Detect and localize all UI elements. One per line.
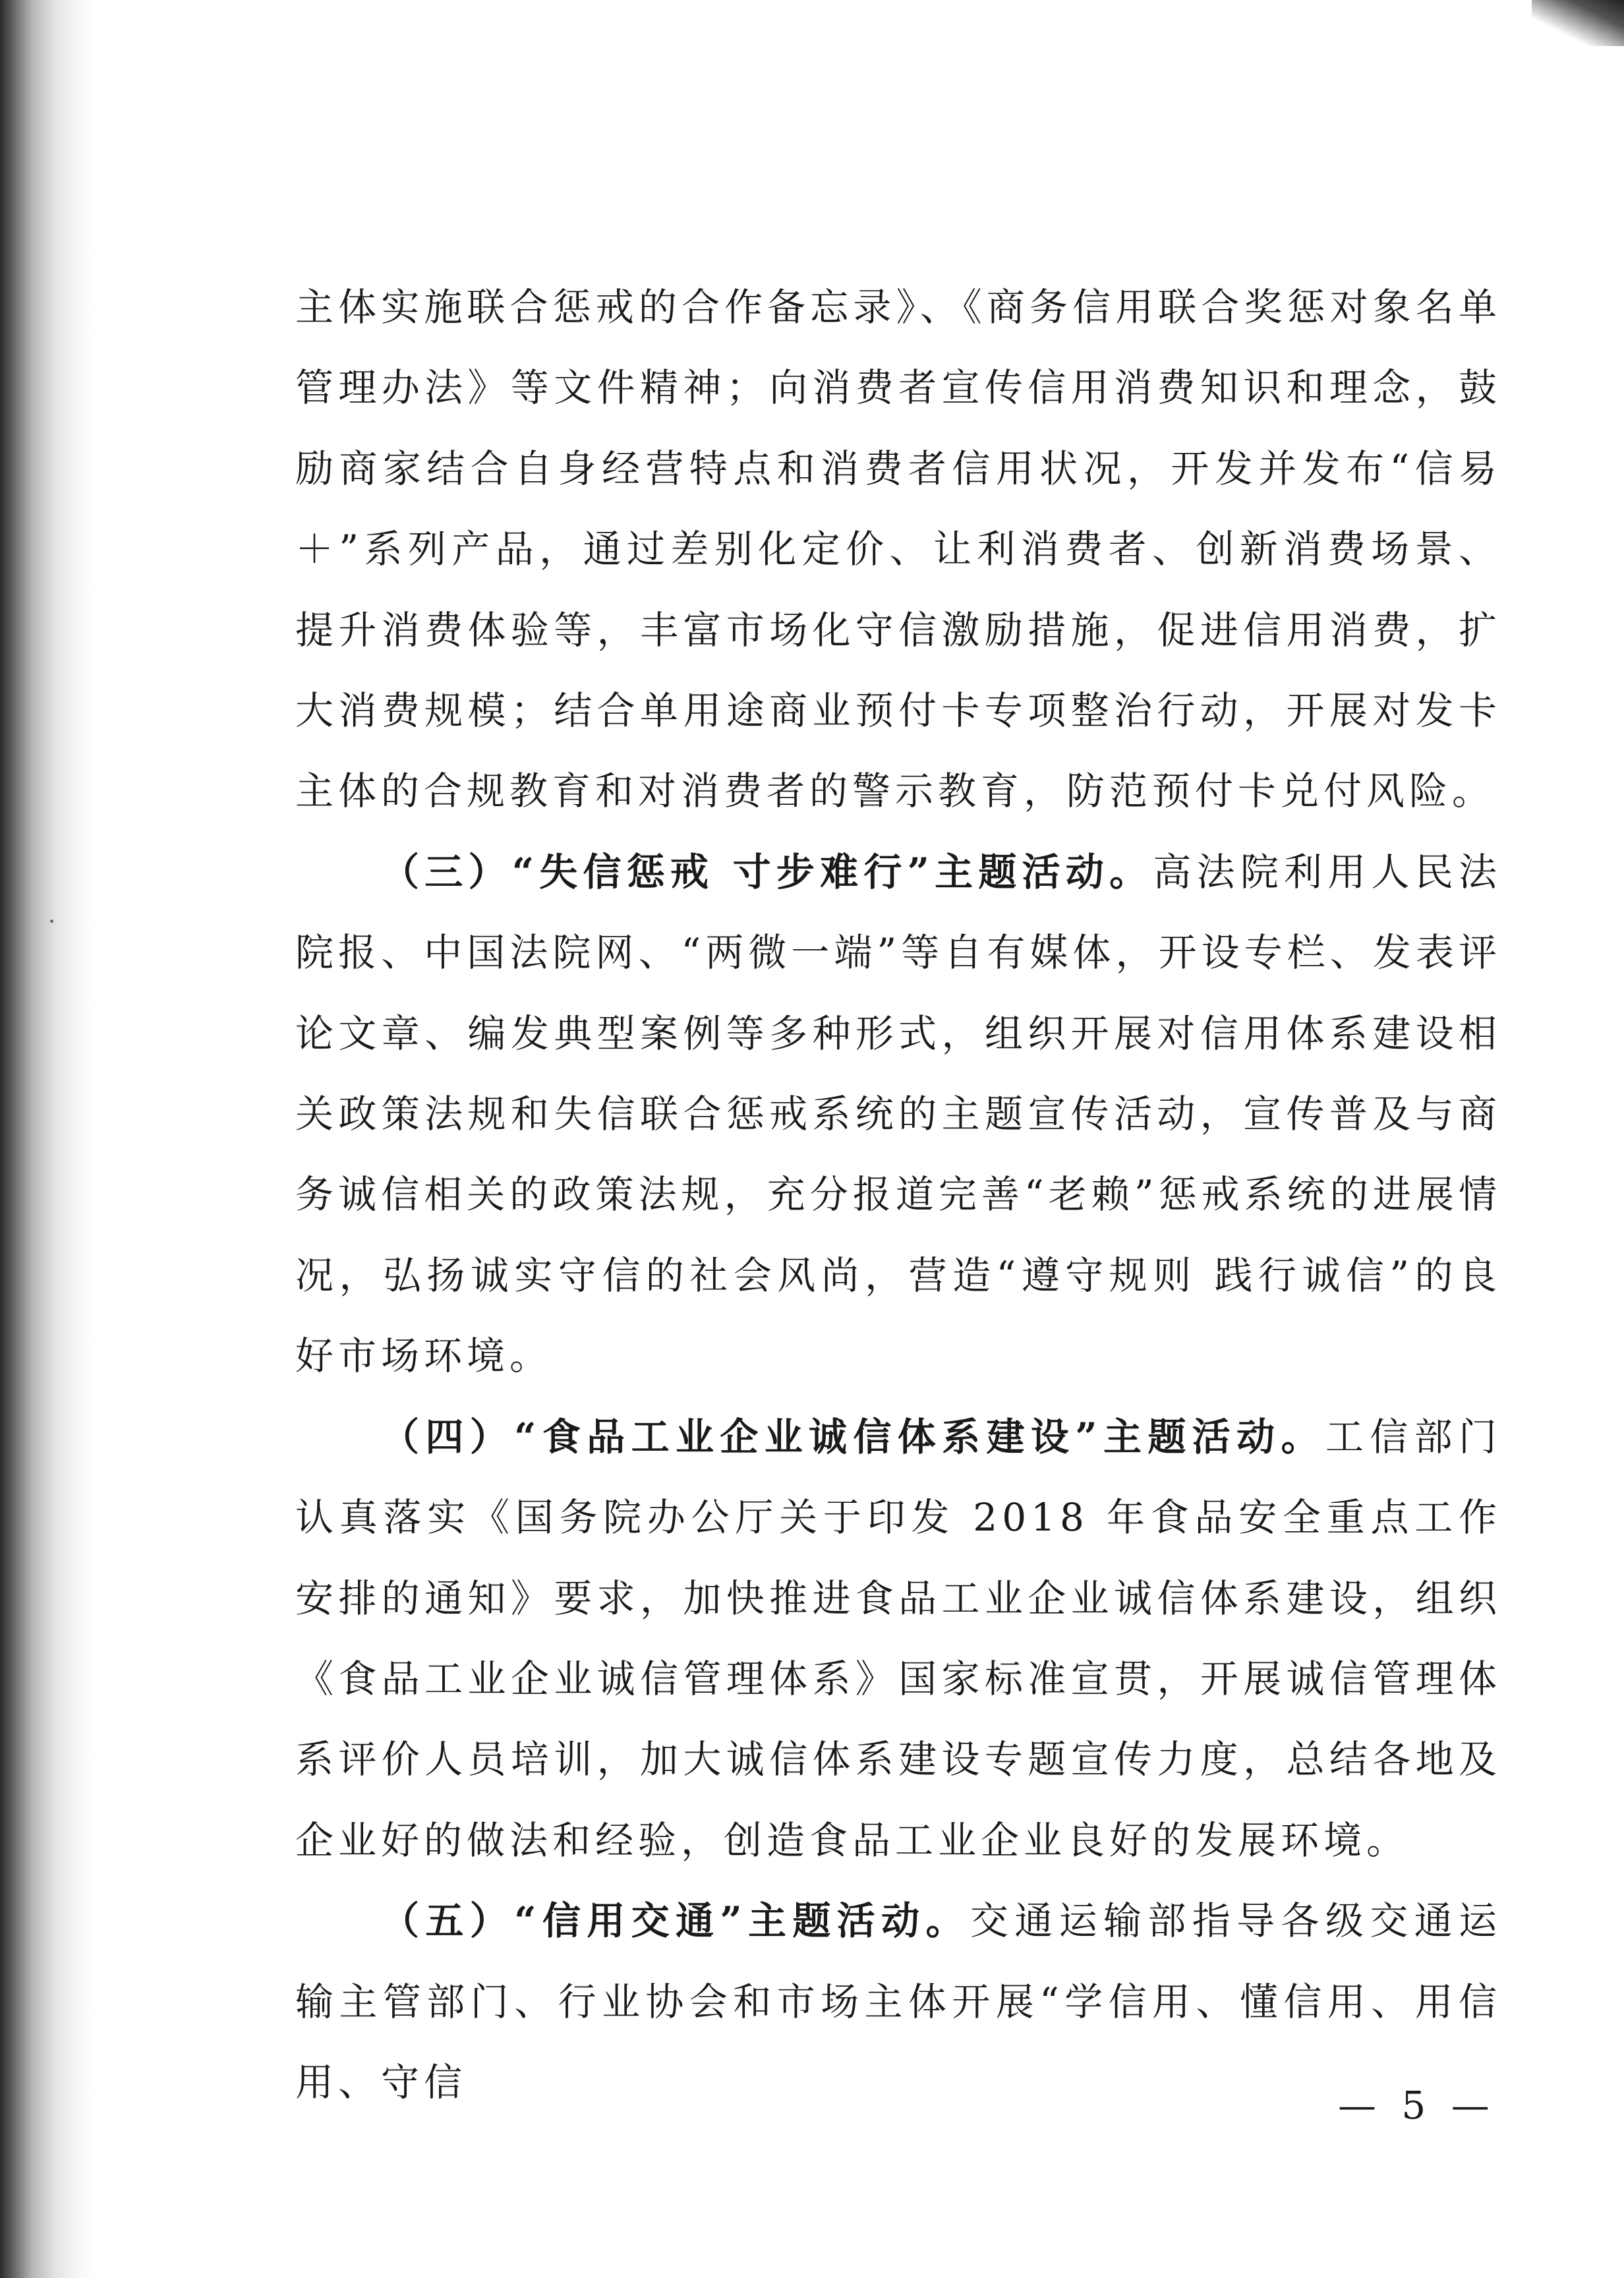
paragraph-text: 交通运输部指导各级交通运输主管部门、行业协会和市场主体开展“学信用、懂信用、用信用、守信 (295, 1898, 1501, 2105)
paragraph-text: 工信部门认真落实《国务院办公厅关于印发 2018 年食品安全重点工作安排的通知》要求，加快推进食品工业企业诚信体系建设，组织《食品工业企业诚信管理体系》国家标准宣贯，开展诚信管理体系评价人员培训，加大诚信体系建设专题宣传力度，总结各地及企业好的做法和经验，创造食品工业企业良好的发展环境。 (295, 1414, 1501, 1863)
section-heading: （四）“食品工业企业诚信体系建设”主题活动。 (381, 1414, 1325, 1459)
section-heading: （五）“信用交通”主题活动。 (381, 1898, 970, 1944)
paragraph-section-4 (295, 1397, 1501, 1881)
paragraph-section-3 (295, 832, 1501, 1397)
paragraph-section-5 (295, 1881, 1501, 2122)
paragraph-text: 高法院利用人民法院报、中国法院网、“两微一端”等自有媒体，开设专栏、发表评论文章、编发典型案例等多种形式，组织开展对信用体系建设相关政策法规和失信联合惩戒系统的主题宣传活动，宣传普及与商务诚信相关的政策法规，充分报道完善“老赖”惩戒系统的进展情况，弘扬诚实守信的社会风尚，营造“遵守规则 践行诚信”的良好市场环境。 (295, 849, 1501, 1379)
scan-shadow-left (0, 0, 99, 2278)
section-heading: （三）“失信惩戒 寸步难行”主题活动。 (381, 849, 1153, 894)
paragraph-continuation (295, 267, 1501, 832)
page-number: — 5 — (1338, 2083, 1496, 2128)
scan-speck (50, 920, 53, 923)
scan-shadow-corner (1532, 0, 1624, 46)
document-body (295, 267, 1501, 2122)
paragraph-text: 主体实施联合惩戒的合作备忘录》、《商务信用联合奖惩对象名单管理办法》等文件精神；向消费者宣传信用消费知识和理念，鼓励商家结合自身经营特点和消费者信用状况，开发并发布“信易＋”系列产品，通过差别化定价、让利消费者、创新消费场景、提升消费体验等，丰富市场化守信激励措施，促进信用消费，扩大消费规模；结合单用途商业预付卡专项整治行动，开展对发卡主体的合规教育和对消费者的警示教育，防范预付卡兑付风险。 (295, 285, 1501, 814)
